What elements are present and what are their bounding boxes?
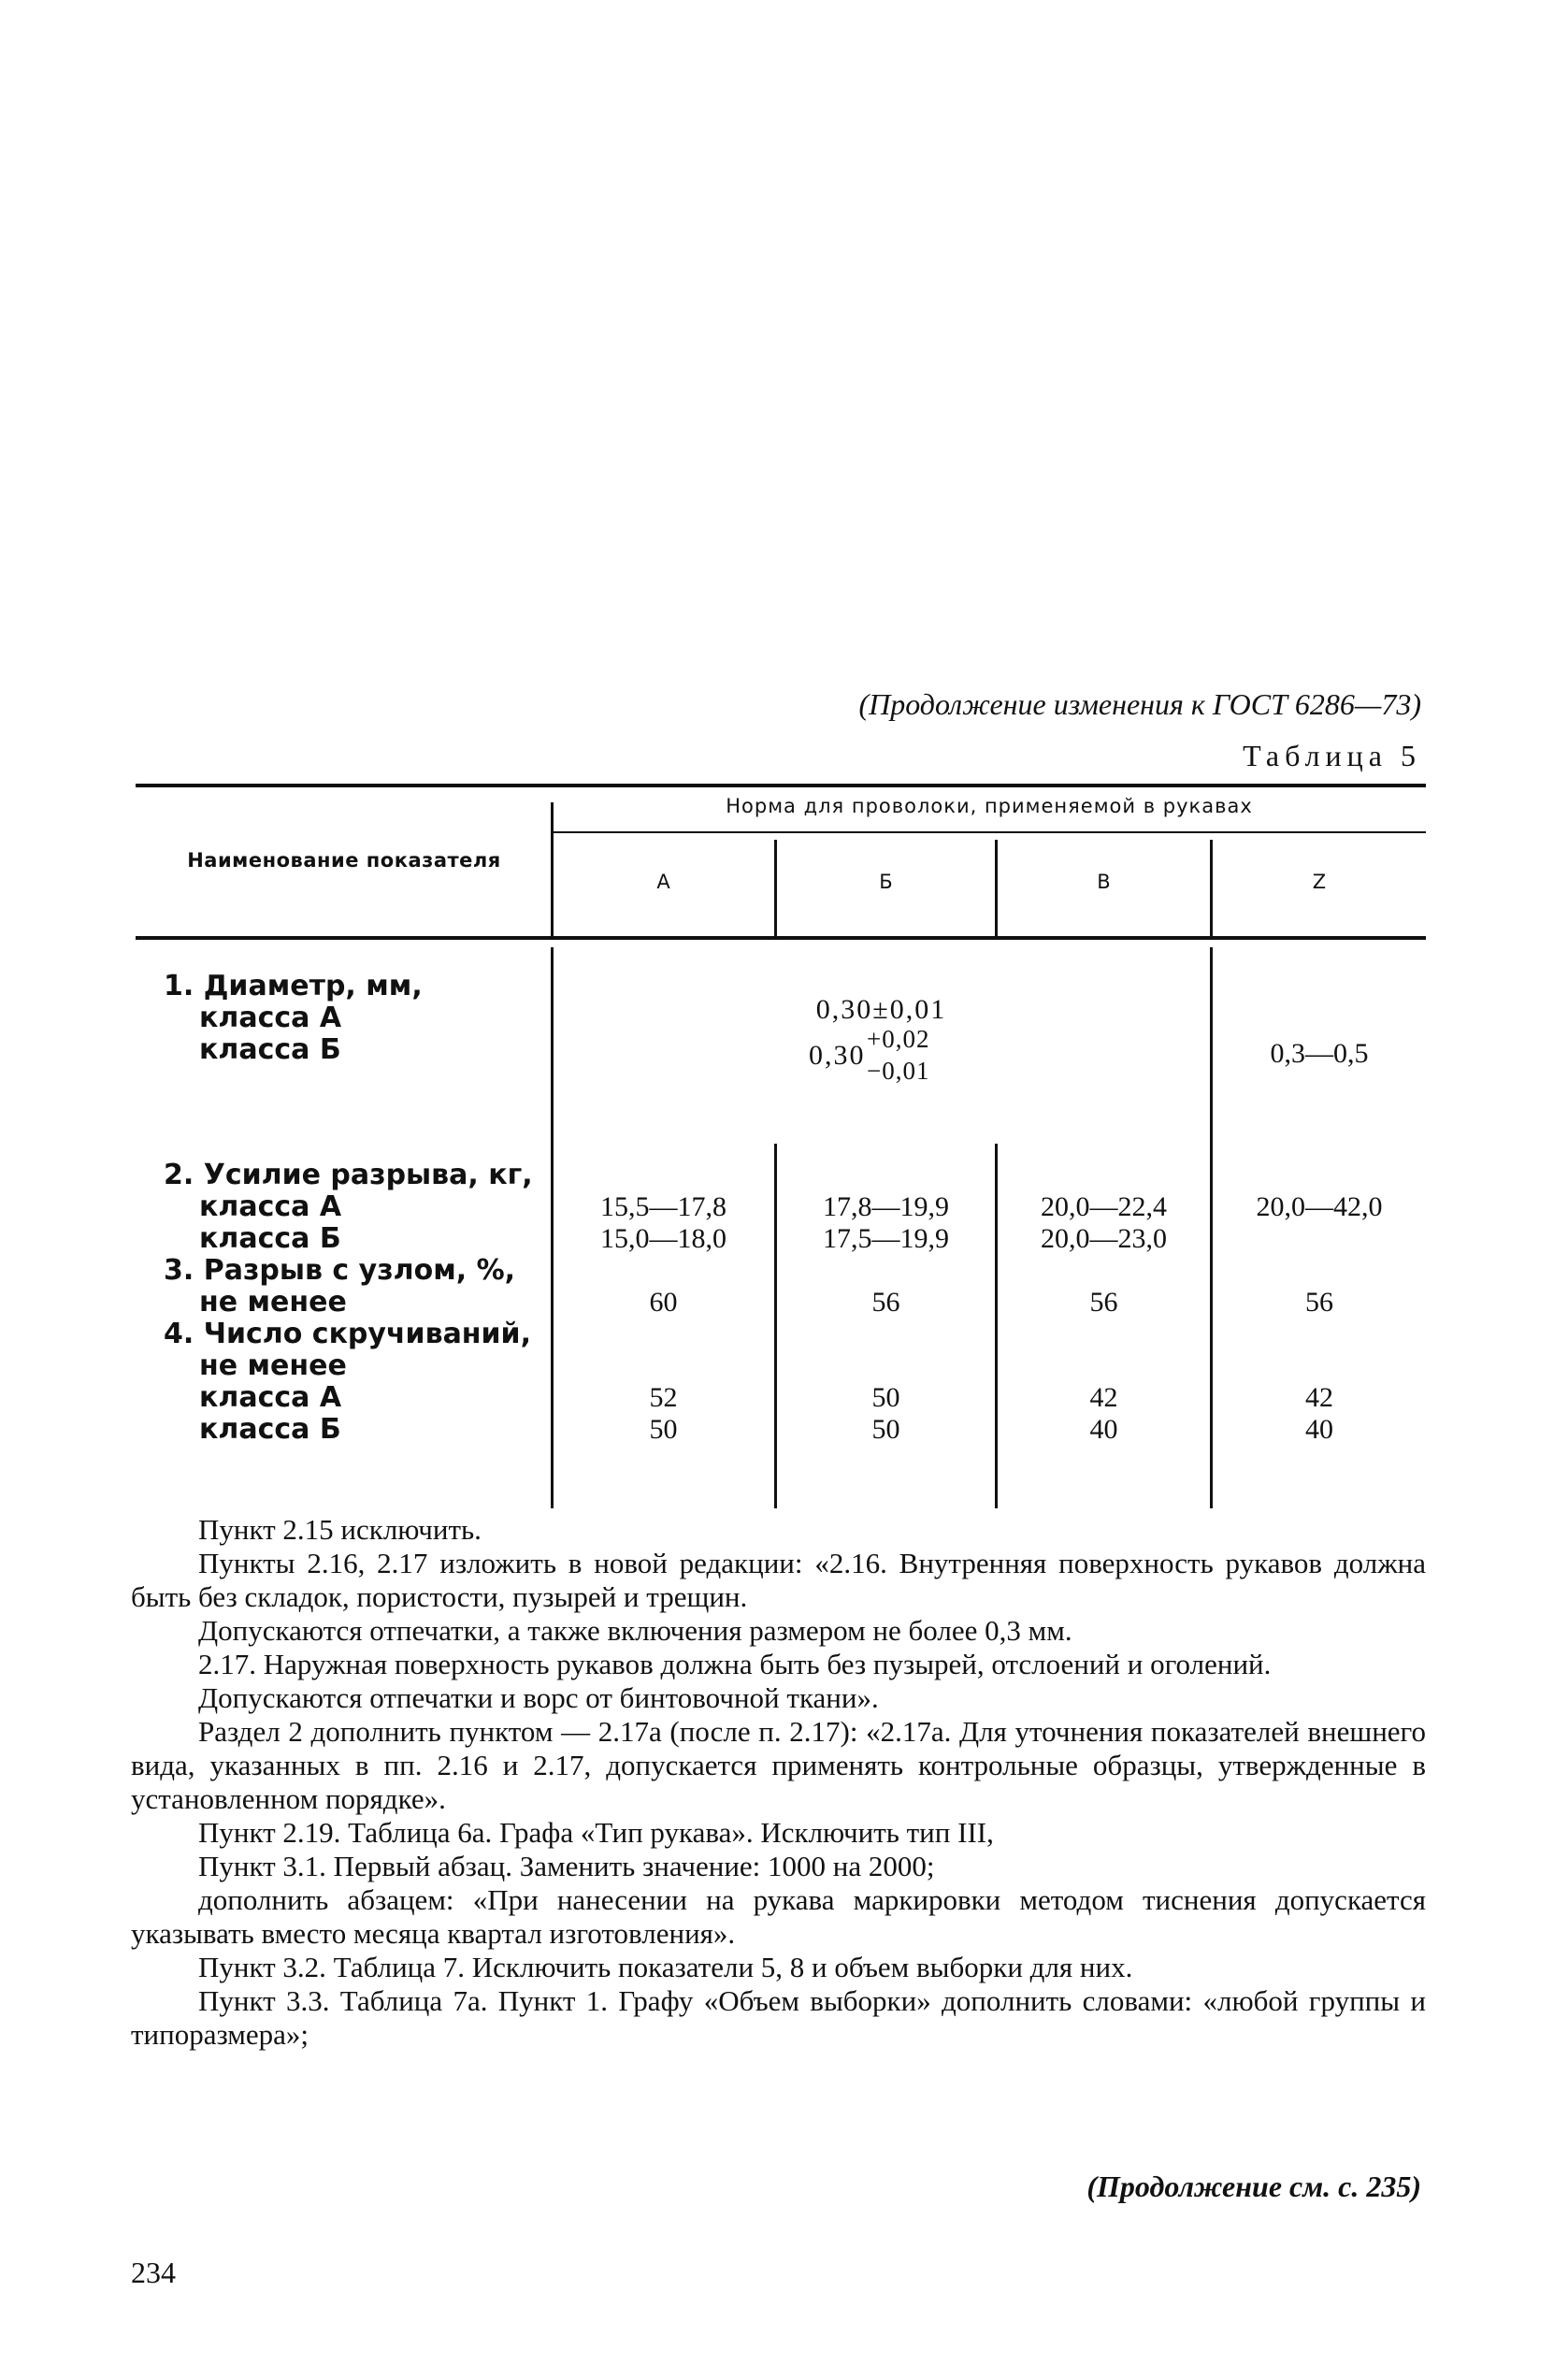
twists-class-a-col-z: 42 — [1305, 1382, 1333, 1413]
column-header-name: Наименование показателя — [187, 849, 501, 872]
diameter-class-b-base: 0,30 — [809, 1040, 866, 1071]
continuation-header: (Продолжение изменения к ГОСТ 6286—73) — [858, 687, 1421, 721]
row-label-tensile-class-a: класса А — [199, 1190, 342, 1223]
row-label-twists-class-b: класса Б — [199, 1413, 341, 1446]
row-label-twists-class-a: класса А — [199, 1381, 342, 1414]
knot-col-b: 56 — [871, 1287, 900, 1318]
diameter-class-b-plus: +0,02 — [867, 1025, 930, 1053]
knot-col-z: 56 — [1305, 1287, 1333, 1318]
tensile-class-b-col-b: 17,5—19,9 — [823, 1223, 949, 1254]
row-label-tensile-class-b: класса Б — [199, 1222, 341, 1255]
diameter-z-value: 0,3—0,5 — [1270, 1038, 1369, 1069]
paragraph: Раздел 2 дополнить пунктом — 2.17а (после п. 2.17): «2.17а. Для уточнения показателей внешнего вида, указанных в пп. 2.16 и 2.17, допускается применять контрольные образцы, утвержденные в установленном порядке». — [131, 1715, 1426, 1815]
paragraph: 2.17. Наружная поверхность рукавов должна быть без пузырей, отслоений и оголений. — [198, 1648, 1272, 1680]
table-header-rule — [136, 936, 1426, 940]
row-label-tensile: 2. Усилие разрыва, кг, — [164, 1159, 533, 1191]
column-header-b: Б — [879, 871, 893, 893]
row-label-twists-min: не менее — [199, 1349, 347, 1382]
tensile-class-a-col-b: 17,8—19,9 — [823, 1191, 949, 1222]
column-header-norm: Норма для проволоки, применяемой в рукавах — [726, 795, 1253, 817]
row-label-diameter-class-a: класса А — [199, 1002, 342, 1034]
row-label-diameter-class-b: класса Б — [199, 1033, 341, 1066]
diameter-class-b-minus: −0,01 — [867, 1057, 930, 1085]
row-label-twists: 4. Число скручиваний, — [164, 1318, 531, 1350]
twists-class-b-col-z: 40 — [1305, 1414, 1333, 1445]
knot-col-a: 60 — [649, 1287, 678, 1318]
page-number: 234 — [131, 2256, 176, 2289]
twists-class-a-col-a: 52 — [649, 1382, 678, 1413]
column-header-z: Z — [1312, 871, 1327, 893]
paragraph: Пункт 3.1. Первый абзац. Заменить значение: 1000 на 2000; — [198, 1850, 935, 1882]
amendment-text — [131, 1513, 1426, 2052]
column-header-v: В — [1097, 871, 1111, 893]
paragraph: Пункты 2.16, 2.17 изложить в новой редакции: «2.16. Внутренняя поверхность рукавов должна быть без складок, пористости, пузырей и трещин. — [131, 1547, 1426, 1613]
paragraph: Допускаются отпечатки и ворс от бинтовочной ткани». — [198, 1681, 879, 1714]
twists-class-b-col-b: 50 — [871, 1414, 900, 1445]
knot-col-v: 56 — [1089, 1287, 1118, 1318]
tensile-class-a-col-v: 20,0—22,4 — [1041, 1191, 1167, 1222]
paragraph: Пункт 3.3. Таблица 7а. Пункт 1. Графу «Объем выборки» дополнить словами: «любой группы и типоразмера»; — [131, 1984, 1426, 2051]
paragraph: Пункт 3.2. Таблица 7. Исключить показатели 5, 8 и объем выборки для них. — [198, 1951, 1133, 1983]
twists-class-a-col-b: 50 — [871, 1382, 900, 1413]
tensile-class-b-col-v: 20,0—23,0 — [1041, 1223, 1167, 1254]
twists-class-b-col-v: 40 — [1089, 1414, 1118, 1445]
paragraph: Пункт 2.15 исключить. — [198, 1513, 482, 1546]
column-header-a: А — [656, 871, 670, 893]
twists-class-b-col-a: 50 — [649, 1414, 678, 1445]
row-label-diameter: 1. Диаметр, мм, — [164, 970, 423, 1002]
paragraph: дополнить абзацем: «При нанесении на рукава маркировки методом тиснения допускается указывать вместо месяца квартал изготовления». — [131, 1883, 1426, 1950]
twists-class-a-col-v: 42 — [1089, 1382, 1118, 1413]
table-top-rule — [136, 784, 1426, 787]
continuation-footer: (Продолжение см. с. 235) — [1086, 2169, 1421, 2203]
table-subheader-rule — [553, 831, 1426, 833]
paragraph: Пункт 2.19. Таблица 6а. Графа «Тип рукава». Исключить тип III, — [198, 1816, 994, 1849]
diameter-class-b-value — [809, 1025, 996, 1094]
diameter-class-a-value: 0,30±0,01 — [815, 994, 947, 1025]
row-label-knot: 3. Разрыв с узлом, %, — [164, 1254, 516, 1287]
table-title: Таблица 5 — [1243, 739, 1421, 772]
tensile-class-a-col-z: 20,0—42,0 — [1256, 1191, 1383, 1222]
paragraph: Допускаются отпечатки, а также включения размером не более 0,3 мм. — [198, 1614, 1072, 1647]
tensile-class-b-col-a: 15,0—18,0 — [600, 1223, 726, 1254]
row-label-knot-min: не менее — [199, 1286, 347, 1319]
tensile-class-a-col-a: 15,5—17,8 — [600, 1191, 726, 1222]
